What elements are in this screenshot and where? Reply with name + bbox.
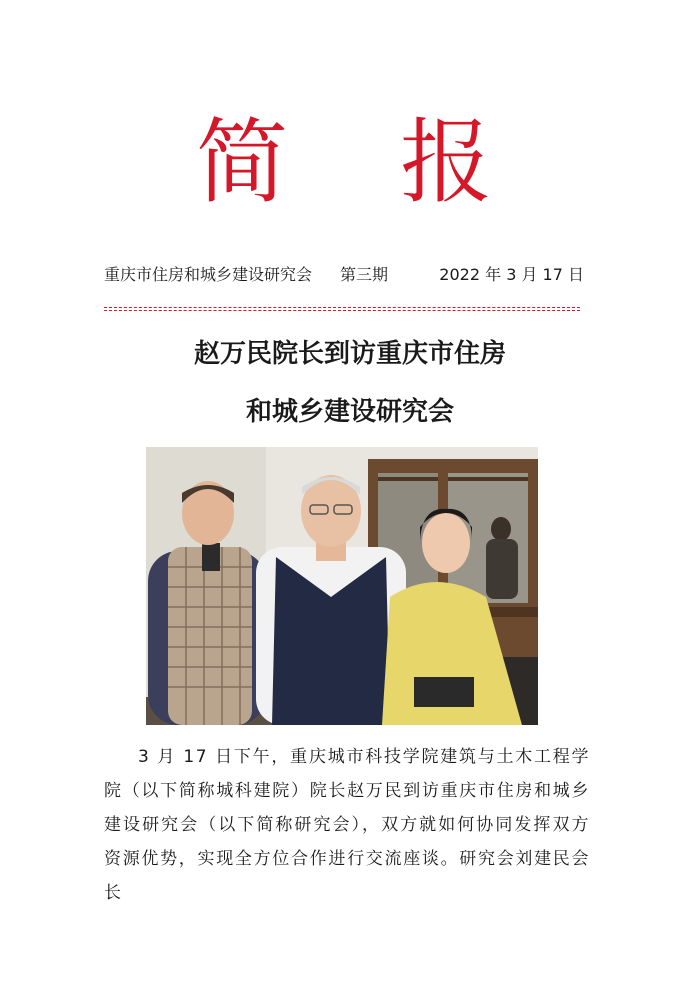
masthead xyxy=(0,108,700,218)
masthead-char-jian: 简 xyxy=(196,109,289,216)
article-title-line-1: 赵万民院长到访重庆市住房 xyxy=(193,339,506,369)
issue-line xyxy=(104,262,584,288)
group-photo-icon xyxy=(146,447,538,725)
article-title-line-2: 和城乡建设研究会 xyxy=(245,397,454,427)
issue-organization: 重庆市住房和城乡建设研究会 xyxy=(104,265,313,284)
group-photo xyxy=(146,447,538,725)
issue-date: 2022 年 3 月 17 日 xyxy=(439,265,584,284)
issue-number: 第三期 xyxy=(340,265,389,284)
red-divider xyxy=(104,307,580,308)
masthead-char-bao: 报 xyxy=(400,109,493,216)
red-divider-second xyxy=(104,310,580,311)
article-body: 3 月 17 日下午，重庆城市科技学院建筑与土木工程学院（以下简称城科建院）院长赵万民到访重庆市住房和城乡建设研究会（以下简称研究会），双方就如何协同发挥双方资源优势，实现全方位合作进行交流座谈。研究会刘建民会长 xyxy=(104,747,590,903)
